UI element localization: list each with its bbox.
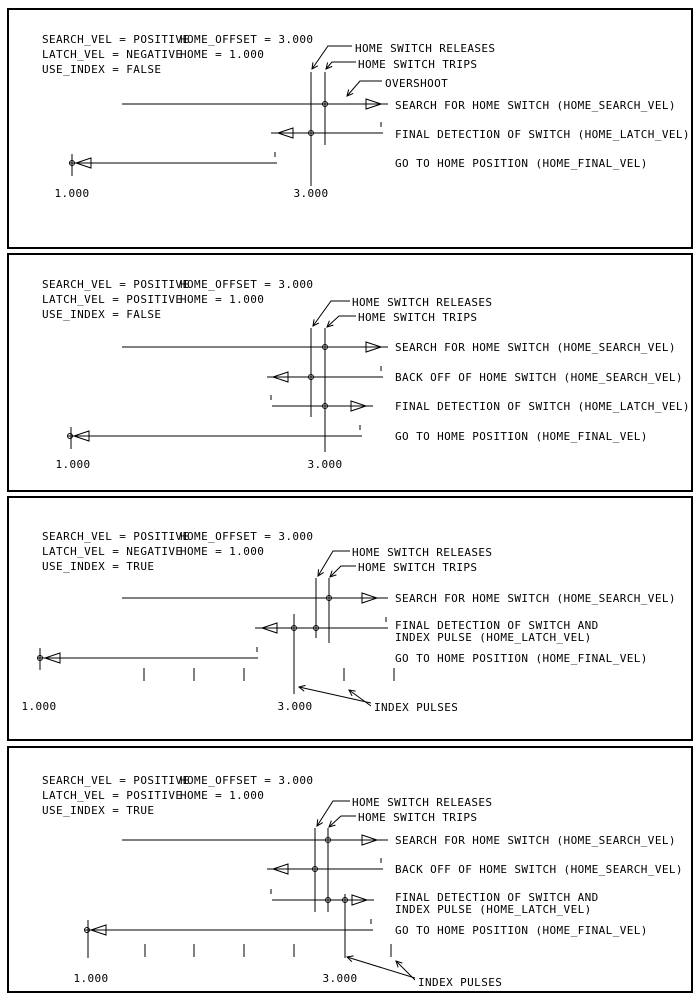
param-search-vel: SEARCH_VEL = POSITIVE [42, 530, 190, 543]
step-label-goto: GO TO HOME POSITION (HOME_FINAL_VEL) [395, 924, 648, 937]
step-label-search: SEARCH FOR HOME SWITCH (HOME_SEARCH_VEL) [395, 592, 676, 605]
param-search-vel: SEARCH_VEL = POSITIVE [42, 774, 190, 787]
param-home-offset: HOME_OFFSET = 3.000 [180, 530, 314, 543]
home-value: 1.000 [54, 187, 90, 200]
step-label-final-line2: INDEX PULSE (HOME_LATCH_VEL) [395, 903, 592, 916]
callout-overshoot: OVERSHOOT [385, 77, 449, 90]
axis-values [73, 972, 357, 985]
search-motion [122, 99, 676, 112]
back-off-motion [267, 858, 683, 876]
callout-releases: HOME SWITCH RELEASES [352, 796, 493, 809]
switch-lines [315, 828, 345, 958]
switch-lines [294, 578, 329, 694]
search-motion [122, 834, 676, 847]
step-label-back-off: BACK OFF OF HOME SWITCH (HOME_SEARCH_VEL) [395, 863, 683, 876]
goto-home-motion [84, 919, 648, 958]
param-home: HOME = 1.000 [180, 545, 265, 558]
parameter-block [42, 278, 313, 321]
param-home-offset: HOME_OFFSET = 3.000 [180, 278, 314, 291]
offset-value: 3.000 [307, 458, 343, 471]
step-label-search: SEARCH FOR HOME SWITCH (HOME_SEARCH_VEL) [395, 341, 676, 354]
parameter-block [42, 530, 313, 573]
axis-values [54, 187, 328, 200]
index-leader-arrow [349, 690, 371, 706]
releases-leader-arrow [312, 46, 352, 69]
goto-home-motion [69, 152, 648, 176]
step-label-final-line1: FINAL DETECTION OF SWITCH AND [395, 891, 599, 904]
offset-value: 3.000 [322, 972, 358, 985]
goto-home-motion [37, 647, 648, 670]
param-home: HOME = 1.000 [180, 48, 265, 61]
final-detection-motion [255, 617, 599, 644]
step-label-goto: GO TO HOME POSITION (HOME_FINAL_VEL) [395, 430, 648, 443]
goto-home-motion [67, 425, 648, 449]
callout-releases: HOME SWITCH RELEASES [355, 42, 496, 55]
param-home: HOME = 1.000 [180, 293, 265, 306]
step-label-final: FINAL DETECTION OF SWITCH (HOME_LATCH_VEL) [395, 128, 690, 141]
final-detection-motion [271, 395, 690, 413]
parameter-block [42, 774, 313, 817]
param-search-vel: SEARCH_VEL = POSITIVE [42, 278, 190, 291]
index-pulses-label: INDEX PULSES [418, 976, 503, 989]
homing-panel-3 [7, 496, 694, 742]
callouts [317, 796, 492, 827]
step-label-back-off: BACK OFF OF HOME SWITCH (HOME_SEARCH_VEL) [395, 371, 683, 384]
home-value: 1.000 [55, 458, 91, 471]
step-label-final-line1: FINAL DETECTION OF SWITCH AND [395, 619, 599, 632]
callout-trips: HOME SWITCH TRIPS [358, 58, 478, 71]
callout-trips: HOME SWITCH TRIPS [358, 811, 478, 824]
param-use-index: USE_INDEX = FALSE [42, 63, 162, 76]
trips-leader-arrow [327, 316, 356, 327]
param-home-offset: HOME_OFFSET = 3.000 [180, 33, 314, 46]
callouts [318, 546, 492, 577]
step-label-search: SEARCH FOR HOME SWITCH (HOME_SEARCH_VEL) [395, 99, 676, 112]
releases-leader-arrow [318, 551, 350, 576]
home-value: 1.000 [21, 700, 57, 713]
final-detection-motion [271, 122, 690, 141]
back-off-motion [267, 366, 683, 384]
step-label-search: SEARCH FOR HOME SWITCH (HOME_SEARCH_VEL) [395, 834, 676, 847]
param-home-offset: HOME_OFFSET = 3.000 [180, 774, 314, 787]
homing-panel-2 [7, 253, 694, 493]
step-label-goto: GO TO HOME POSITION (HOME_FINAL_VEL) [395, 652, 648, 665]
final-detection-motion [271, 889, 599, 916]
callout-trips: HOME SWITCH TRIPS [358, 311, 478, 324]
search-motion [122, 592, 676, 605]
trips-leader-arrow [326, 62, 356, 69]
param-use-index: USE_INDEX = TRUE [42, 560, 155, 573]
index-leader-arrow [396, 961, 415, 980]
index-pulses-label: INDEX PULSES [374, 701, 459, 714]
step-label-goto: GO TO HOME POSITION (HOME_FINAL_VEL) [395, 157, 648, 170]
axis-values [21, 700, 312, 713]
switch-lines [311, 72, 325, 186]
param-home: HOME = 1.000 [180, 789, 265, 802]
param-latch-vel: LATCH_VEL = POSITIVE [42, 293, 183, 306]
search-motion [122, 341, 676, 354]
homing-panel-4 [7, 746, 694, 994]
param-latch-vel: LATCH_VEL = NEGATIVE [42, 48, 183, 61]
axis-values [55, 458, 342, 471]
param-use-index: USE_INDEX = TRUE [42, 804, 155, 817]
callouts [313, 296, 492, 327]
callout-trips: HOME SWITCH TRIPS [358, 561, 478, 574]
trips-leader-arrow [330, 566, 356, 577]
param-use-index: USE_INDEX = FALSE [42, 308, 162, 321]
parameter-block [42, 33, 313, 76]
param-latch-vel: LATCH_VEL = NEGATIVE [42, 545, 183, 558]
homing-panel-1 [7, 8, 694, 250]
callouts [312, 42, 495, 96]
offset-value: 3.000 [293, 187, 329, 200]
callout-releases: HOME SWITCH RELEASES [352, 546, 493, 559]
param-search-vel: SEARCH_VEL = POSITIVE [42, 33, 190, 46]
step-label-final-line2: INDEX PULSE (HOME_LATCH_VEL) [395, 631, 592, 644]
callout-releases: HOME SWITCH RELEASES [352, 296, 493, 309]
param-latch-vel: LATCH_VEL = POSITIVE [42, 789, 183, 802]
step-label-final: FINAL DETECTION OF SWITCH (HOME_LATCH_VEL) [395, 400, 690, 413]
overshoot-leader-arrow [347, 81, 382, 96]
offset-value: 3.000 [277, 700, 313, 713]
home-value: 1.000 [73, 972, 109, 985]
trips-leader-arrow [329, 816, 356, 827]
